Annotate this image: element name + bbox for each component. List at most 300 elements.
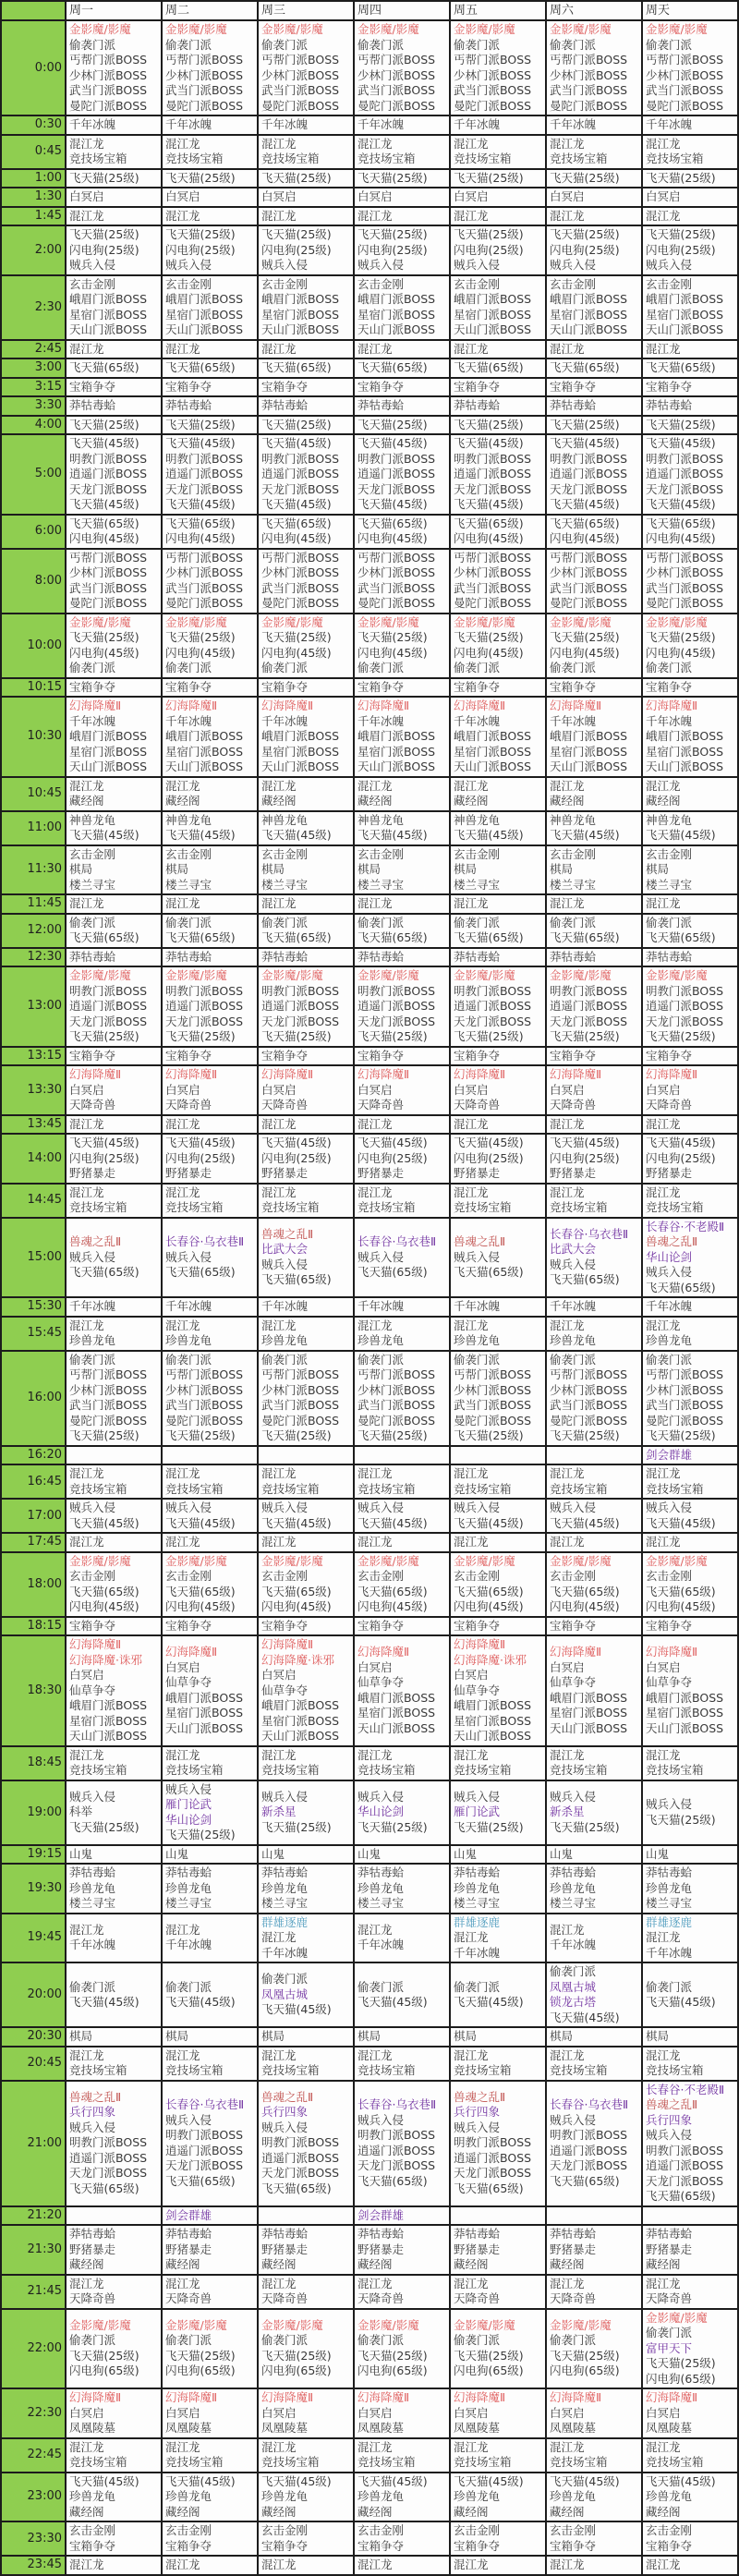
event-label: 幻海降魔Ⅱ (454, 1067, 506, 1081)
event-label: 仙草争夺 (261, 1683, 309, 1697)
event-label: 玄击金刚 (454, 1569, 501, 1583)
event-label: 飞天猫(45级) (261, 1136, 332, 1149)
table-row (1, 2388, 738, 2438)
event-label: 闪电狗(45级) (69, 1599, 139, 1613)
schedule-cell (546, 1297, 642, 1317)
event-label: 曼陀门派BOSS (261, 596, 340, 610)
schedule-cell (354, 1317, 450, 1351)
schedule-cell (354, 811, 450, 845)
event-label: 偷袭门派 (69, 37, 116, 52)
event-label: 幻海降魔Ⅱ (646, 1645, 698, 1659)
event-label: 少林门派BOSS (550, 565, 628, 579)
event-label: 棋局 (165, 862, 189, 876)
schedule-cell (546, 188, 642, 207)
table-row (1, 1134, 738, 1184)
event-label: 棋局 (550, 862, 574, 876)
schedule-cell (546, 1446, 642, 1465)
event-label: 飞天猫(25级) (69, 227, 139, 241)
table-row (1, 358, 738, 378)
schedule-cell (450, 2047, 546, 2081)
event-label: 兵行四象 (261, 2105, 309, 2120)
event-label: 白冥启 (261, 1082, 297, 1097)
event-label: 逍遥门派BOSS (261, 467, 340, 480)
event-label: 藏经阁 (165, 794, 200, 808)
schedule-cell (66, 1635, 162, 1746)
event-label: 天山门派BOSS (454, 759, 532, 773)
schedule-cell (354, 2206, 450, 2226)
event-label: 飞天猫(45级) (454, 1515, 524, 1530)
event-label: 混江龙 (261, 1116, 297, 1131)
event-label: 竞技场宝箱 (261, 1481, 320, 1496)
schedule-cell (258, 1218, 354, 1298)
event-label: 金影魔/影魔 (550, 614, 612, 629)
schedule-cell (258, 378, 354, 397)
event-label: 千年冰魄 (646, 713, 693, 728)
schedule-cell (642, 378, 738, 397)
schedule-cell (66, 1134, 162, 1184)
schedule-cell (642, 2027, 738, 2047)
event-label: 丐帮门派BOSS (69, 1367, 148, 1381)
event-label: 飞天猫(65级) (261, 1584, 332, 1598)
schedule-cell (162, 20, 258, 115)
schedule-cell (450, 340, 546, 359)
schedule-cell (546, 1499, 642, 1533)
event-label: 逍遥门派BOSS (550, 467, 628, 480)
time-label: 22:30 (1, 2388, 66, 2438)
schedule-cell (162, 1845, 258, 1865)
event-label: 白冥启 (357, 189, 393, 203)
event-label: 天山门派BOSS (69, 1729, 148, 1743)
schedule-cell (354, 1065, 450, 1115)
event-label: 金影魔/影魔 (550, 968, 612, 982)
schedule-cell (66, 966, 162, 1047)
schedule-cell (66, 416, 162, 435)
event-label: 星宿门派BOSS (357, 744, 436, 759)
event-label: 藏经阁 (261, 2257, 297, 2271)
event-label: 莽牯毒蛤 (550, 949, 597, 964)
event-label: 贼兵入侵 (357, 258, 405, 272)
event-label: 少林门派BOSS (69, 1382, 148, 1397)
schedule-cell (66, 434, 162, 515)
time-label: 13:15 (1, 1047, 66, 1066)
event-label: 闪电狗(45级) (646, 1599, 716, 1613)
event-label: 混江龙 (261, 208, 297, 223)
event-label: 贼兵入侵 (165, 1249, 212, 1264)
event-label: 闪电狗(65级) (357, 2363, 428, 2378)
event-label: 飞天猫(45级) (357, 1515, 428, 1530)
event-label: 混江龙 (646, 2558, 681, 2571)
event-label: 闪电狗(45级) (165, 645, 236, 660)
event-label: 偷袭门派 (261, 661, 309, 674)
event-label: 飞天猫(45级) (646, 1515, 716, 1530)
event-label: 闪电狗(45级) (550, 645, 620, 660)
event-label: 金影魔/影魔 (69, 2317, 131, 2332)
event-label: 偷袭门派 (69, 1352, 116, 1367)
time-label: 0:00 (1, 20, 66, 115)
event-label: 飞天猫(25级) (646, 1812, 716, 1827)
schedule-cell (642, 2225, 738, 2275)
time-label: 21:45 (1, 2275, 66, 2309)
event-label: 偷袭门派 (357, 2333, 405, 2348)
event-label: 偷袭门派 (69, 915, 116, 930)
time-label: 17:45 (1, 1533, 66, 1552)
event-label: 宝箱争夺 (69, 2538, 116, 2553)
schedule-cell (258, 275, 354, 340)
day-header-3: 周三 (258, 1, 354, 20)
event-label: 偷袭门派 (646, 1979, 693, 1994)
time-label: 22:45 (1, 2438, 66, 2473)
event-label: 偷袭门派 (550, 915, 597, 930)
event-label: 玄击金刚 (69, 1569, 116, 1583)
event-label: 天龙门派BOSS (165, 2158, 244, 2172)
event-label: 混江龙 (69, 136, 104, 151)
event-label: 珍兽龙龟 (261, 2489, 309, 2503)
event-label: 武当门派BOSS (646, 83, 724, 97)
schedule-cell (450, 2225, 546, 2275)
event-label: 竞技场宝箱 (165, 1763, 224, 1777)
event-label: 玄击金刚 (646, 1569, 693, 1583)
schedule-cell (642, 358, 738, 378)
schedule-cell (450, 1464, 546, 1499)
event-label: 飞天猫(45级) (550, 828, 620, 842)
event-label: 明教门派BOSS (646, 2143, 724, 2157)
schedule-cell (258, 1533, 354, 1552)
event-label: 飞天猫(25级) (646, 1029, 716, 1043)
event-label: 天山门派BOSS (357, 322, 436, 336)
event-label: 星宿门派BOSS (357, 307, 436, 322)
schedule-cell (258, 358, 354, 378)
event-label: 长春谷·乌衣巷Ⅱ (550, 1226, 629, 1241)
event-label: 闪电狗(45级) (69, 645, 139, 660)
event-label: 闪电狗(25级) (550, 1150, 620, 1165)
event-label: 飞天猫(45级) (454, 1136, 524, 1149)
time-label: 17:00 (1, 1499, 66, 1533)
event-label: 竞技场宝箱 (165, 152, 224, 165)
event-label: 明教门派BOSS (69, 983, 148, 998)
schedule-cell (642, 549, 738, 614)
event-label: 星宿门派BOSS (646, 744, 724, 759)
event-label: 飞天猫(65级) (165, 2173, 236, 2188)
event-label: 飞天猫(45级) (454, 436, 524, 450)
time-label: 21:00 (1, 2081, 66, 2206)
time-label: 16:45 (1, 1464, 66, 1499)
event-label: 长春谷·乌衣巷Ⅱ (550, 2097, 629, 2111)
schedule-cell (450, 2027, 546, 2047)
event-label: 天龙门派BOSS (165, 481, 244, 496)
schedule-cell (450, 2309, 546, 2389)
event-label: 天山门派BOSS (357, 1720, 436, 1735)
event-label: 竞技场宝箱 (357, 1763, 416, 1777)
event-label: 飞天猫(45级) (550, 1136, 620, 1149)
event-label: 混江龙 (646, 2047, 681, 2062)
event-label: 藏经阁 (165, 2504, 200, 2519)
schedule-cell (162, 1533, 258, 1552)
schedule-cell (162, 966, 258, 1047)
event-label: 飞天猫(45级) (550, 2473, 620, 2488)
event-label: 幻海降魔Ⅱ (454, 1637, 506, 1651)
event-label: 曼陀门派BOSS (357, 596, 436, 610)
schedule-cell (258, 169, 354, 188)
event-label: 竞技场宝箱 (261, 2063, 320, 2077)
event-label: 混江龙 (69, 1922, 104, 1937)
event-label: 幻海降魔Ⅱ (357, 699, 410, 712)
event-label: 少林门派BOSS (357, 1382, 436, 1397)
schedule-cell (258, 1617, 354, 1636)
event-label: 天山门派BOSS (261, 322, 340, 336)
schedule-cell (450, 1297, 546, 1317)
schedule-cell (642, 2081, 738, 2206)
schedule-cell (66, 115, 162, 135)
event-label: 莽牯毒蛤 (165, 949, 212, 964)
event-label: 闪电狗(25级) (261, 242, 332, 257)
event-label: 飞天猫(45级) (261, 1515, 332, 1530)
schedule-cell (642, 914, 738, 948)
event-label: 飞天猫(25级) (357, 1029, 428, 1043)
event-label: 天山门派BOSS (646, 322, 724, 336)
event-label: 飞天猫(65级) (646, 930, 716, 944)
event-label: 千年冰魄 (646, 1299, 693, 1313)
event-label: 混江龙 (261, 2439, 297, 2454)
event-label: 峨眉门派BOSS (261, 729, 340, 743)
event-label: 竞技场宝箱 (646, 1763, 704, 1777)
event-label: 飞天猫(25级) (261, 1428, 332, 1442)
schedule-cell (642, 434, 738, 515)
event-label: 混江龙 (165, 896, 200, 910)
schedule-cell (162, 1297, 258, 1317)
event-label: 神兽龙龟 (261, 812, 309, 827)
event-label: 混江龙 (550, 778, 585, 793)
schedule-cell (354, 225, 450, 275)
schedule-cell (450, 2081, 546, 2206)
event-label: 混江龙 (454, 1116, 489, 1131)
event-label: 明教门派BOSS (550, 451, 628, 466)
schedule-cell (450, 1845, 546, 1865)
schedule-cell (450, 1552, 546, 1617)
event-label: 棋局 (69, 2029, 93, 2043)
event-label: 贼兵入侵 (454, 258, 501, 272)
schedule-cell (642, 169, 738, 188)
table-row (1, 378, 738, 397)
event-label: 金影魔/影魔 (454, 968, 515, 982)
event-label: 闪电狗(45级) (261, 1599, 332, 1613)
schedule-cell (642, 1317, 738, 1351)
event-label: 天山门派BOSS (550, 322, 628, 336)
event-label: 白冥启 (550, 189, 585, 203)
event-label: 玄击金刚 (357, 846, 405, 861)
event-label: 千年冰魄 (454, 713, 501, 728)
schedule-cell (546, 811, 642, 845)
schedule-cell (450, 966, 546, 1047)
event-label: 闪电狗(25级) (646, 1150, 716, 1165)
event-label: 丐帮门派BOSS (357, 550, 436, 565)
event-label: 混江龙 (69, 896, 104, 910)
schedule-cell (66, 894, 162, 914)
event-label: 飞天猫(25级) (550, 170, 620, 185)
event-label: 金影魔/影魔 (454, 22, 515, 36)
table-row (1, 1351, 738, 1446)
event-label: 千年冰魄 (261, 117, 309, 131)
schedule-cell (66, 1297, 162, 1317)
event-label: 混江龙 (69, 2047, 104, 2062)
event-label: 白冥启 (69, 2405, 104, 2420)
event-label: 天龙门派BOSS (646, 1014, 724, 1028)
event-label: 幻海降魔Ⅱ (165, 699, 218, 712)
event-label: 山鬼 (550, 1846, 574, 1861)
table-row (1, 20, 738, 115)
event-label: 武当门派BOSS (357, 580, 436, 595)
schedule-cell (546, 1134, 642, 1184)
schedule-cell (162, 2521, 258, 2556)
event-label: 混江龙 (646, 896, 681, 910)
time-label: 10:15 (1, 678, 66, 698)
schedule-cell (546, 2081, 642, 2206)
event-label: 天山门派BOSS (454, 322, 532, 336)
schedule-cell (66, 1780, 162, 1845)
event-label: 星宿门派BOSS (165, 744, 244, 759)
event-label: 飞天猫(25级) (165, 1428, 236, 1442)
event-label: 飞天猫(45级) (454, 497, 524, 511)
event-label: 飞天猫(45级) (550, 497, 620, 511)
event-label: 飞天猫(45级) (69, 497, 139, 511)
schedule-cell (162, 1047, 258, 1066)
schedule-cell (546, 678, 642, 698)
schedule-cell (546, 378, 642, 397)
schedule-cell (258, 1134, 354, 1184)
event-label: 千年冰魄 (261, 1299, 309, 1313)
schedule-cell (546, 1317, 642, 1351)
event-label: 金影魔/影魔 (165, 2317, 227, 2332)
schedule-cell (258, 1780, 354, 1845)
event-label: 幻海降魔Ⅱ (550, 699, 602, 712)
schedule-cell (162, 169, 258, 188)
event-label: 藏经阁 (165, 2257, 200, 2271)
schedule-cell (258, 515, 354, 549)
schedule-cell (258, 434, 354, 515)
event-label: 混江龙 (165, 341, 200, 356)
event-label: 楼兰寻宝 (454, 877, 501, 892)
event-label: 峨眉门派BOSS (454, 292, 532, 306)
event-label: 新杀星 (261, 1804, 297, 1819)
event-label: 混江龙 (165, 1466, 200, 1480)
schedule-cell (162, 2473, 258, 2522)
event-label: 闪电狗(25级) (69, 1150, 139, 1165)
event-label: 飞天猫(45级) (69, 828, 139, 842)
event-label: 飞天猫(45级) (454, 1995, 524, 2009)
schedule-cell (162, 2206, 258, 2226)
event-label: 藏经阁 (454, 2504, 489, 2519)
event-label: 幻海降魔Ⅱ (261, 1637, 314, 1651)
event-label: 少林门派BOSS (69, 565, 148, 579)
event-label: 藏经阁 (646, 794, 681, 808)
table-row (1, 169, 738, 188)
schedule-cell (162, 549, 258, 614)
schedule-cell (354, 2521, 450, 2556)
event-label: 武当门派BOSS (165, 83, 244, 97)
schedule-cell (642, 2473, 738, 2522)
schedule-cell (66, 2047, 162, 2081)
event-label: 藏经阁 (550, 794, 585, 808)
table-row (1, 188, 738, 207)
event-label: 白冥启 (646, 2405, 681, 2420)
event-label: 白冥启 (550, 2405, 585, 2420)
event-label: 飞天猫(45级) (261, 436, 332, 450)
event-label: 飞天猫(25级) (69, 170, 139, 185)
schedule-cell (546, 2309, 642, 2389)
event-label: 玄击金刚 (69, 2523, 116, 2537)
event-label: 逍遥门派BOSS (646, 2158, 724, 2172)
event-label: 幻海降魔Ⅱ (69, 699, 122, 712)
event-label: 混江龙 (261, 136, 297, 151)
schedule-cell (450, 894, 546, 914)
event-label: 武当门派BOSS (646, 580, 724, 595)
event-label: 飞天猫(65级) (454, 2181, 524, 2195)
event-label: 藏经阁 (550, 2504, 585, 2519)
event-label: 峨眉门派BOSS (357, 1690, 436, 1705)
event-label: 凤凰陵墓 (357, 2421, 405, 2435)
event-label: 混江龙 (357, 2047, 393, 2062)
event-label: 千年冰魄 (646, 1945, 693, 1960)
schedule-cell (546, 2473, 642, 2522)
event-label: 逍遥门派BOSS (165, 467, 244, 480)
table-row (1, 115, 738, 135)
event-label: 峨眉门派BOSS (165, 1690, 244, 1705)
event-label: 贼兵入侵 (165, 1501, 212, 1514)
event-label: 闪电狗(25级) (646, 242, 716, 257)
schedule-cell (66, 1864, 162, 1914)
schedule-cell (162, 1746, 258, 1780)
event-label: 飞天猫(25级) (165, 630, 236, 644)
schedule-cell (546, 966, 642, 1047)
event-label: 竞技场宝箱 (646, 1481, 704, 1496)
event-label: 贼兵入侵 (550, 2112, 597, 2127)
event-label: 星宿门派BOSS (261, 744, 340, 759)
event-label: 竞技场宝箱 (646, 2063, 704, 2077)
schedule-cell (450, 1047, 546, 1066)
event-label: 少林门派BOSS (646, 565, 724, 579)
event-label: 飞天猫(45级) (646, 1995, 716, 2009)
event-label: 玄击金刚 (165, 1569, 212, 1583)
event-label: 棋局 (550, 2029, 574, 2043)
event-label: 明教门派BOSS (550, 2128, 628, 2142)
event-label: 金影魔/影魔 (69, 22, 131, 36)
event-label: 星宿门派BOSS (550, 1706, 628, 1720)
event-label: 峨眉门派BOSS (646, 1690, 724, 1705)
event-label: 楼兰寻宝 (646, 1896, 693, 1910)
event-label: 千年冰魄 (454, 1299, 501, 1313)
event-label: 白冥启 (261, 189, 297, 203)
time-label: 12:30 (1, 948, 66, 967)
schedule-cell (546, 1635, 642, 1746)
event-label: 天山门派BOSS (261, 1729, 340, 1743)
event-label: 曼陀门派BOSS (165, 596, 244, 610)
event-label: 贼兵入侵 (261, 1257, 309, 1271)
event-label: 混江龙 (165, 1318, 200, 1332)
event-label: 混江龙 (165, 2047, 200, 2062)
event-label: 混江龙 (165, 778, 200, 793)
table-row (1, 811, 738, 845)
schedule-cell (642, 225, 738, 275)
event-label: 莽牯毒蛤 (165, 1865, 212, 1879)
event-label: 闪电狗(45级) (550, 1599, 620, 1613)
event-label: 莽牯毒蛤 (69, 2227, 116, 2241)
event-label: 天降奇兽 (646, 2291, 693, 2305)
event-label: 混江龙 (261, 896, 297, 910)
schedule-cell (450, 777, 546, 811)
schedule-cell (546, 2206, 642, 2226)
schedule-cell (450, 1780, 546, 1845)
event-label: 贼兵入侵 (165, 1781, 212, 1796)
schedule-cell (66, 275, 162, 340)
